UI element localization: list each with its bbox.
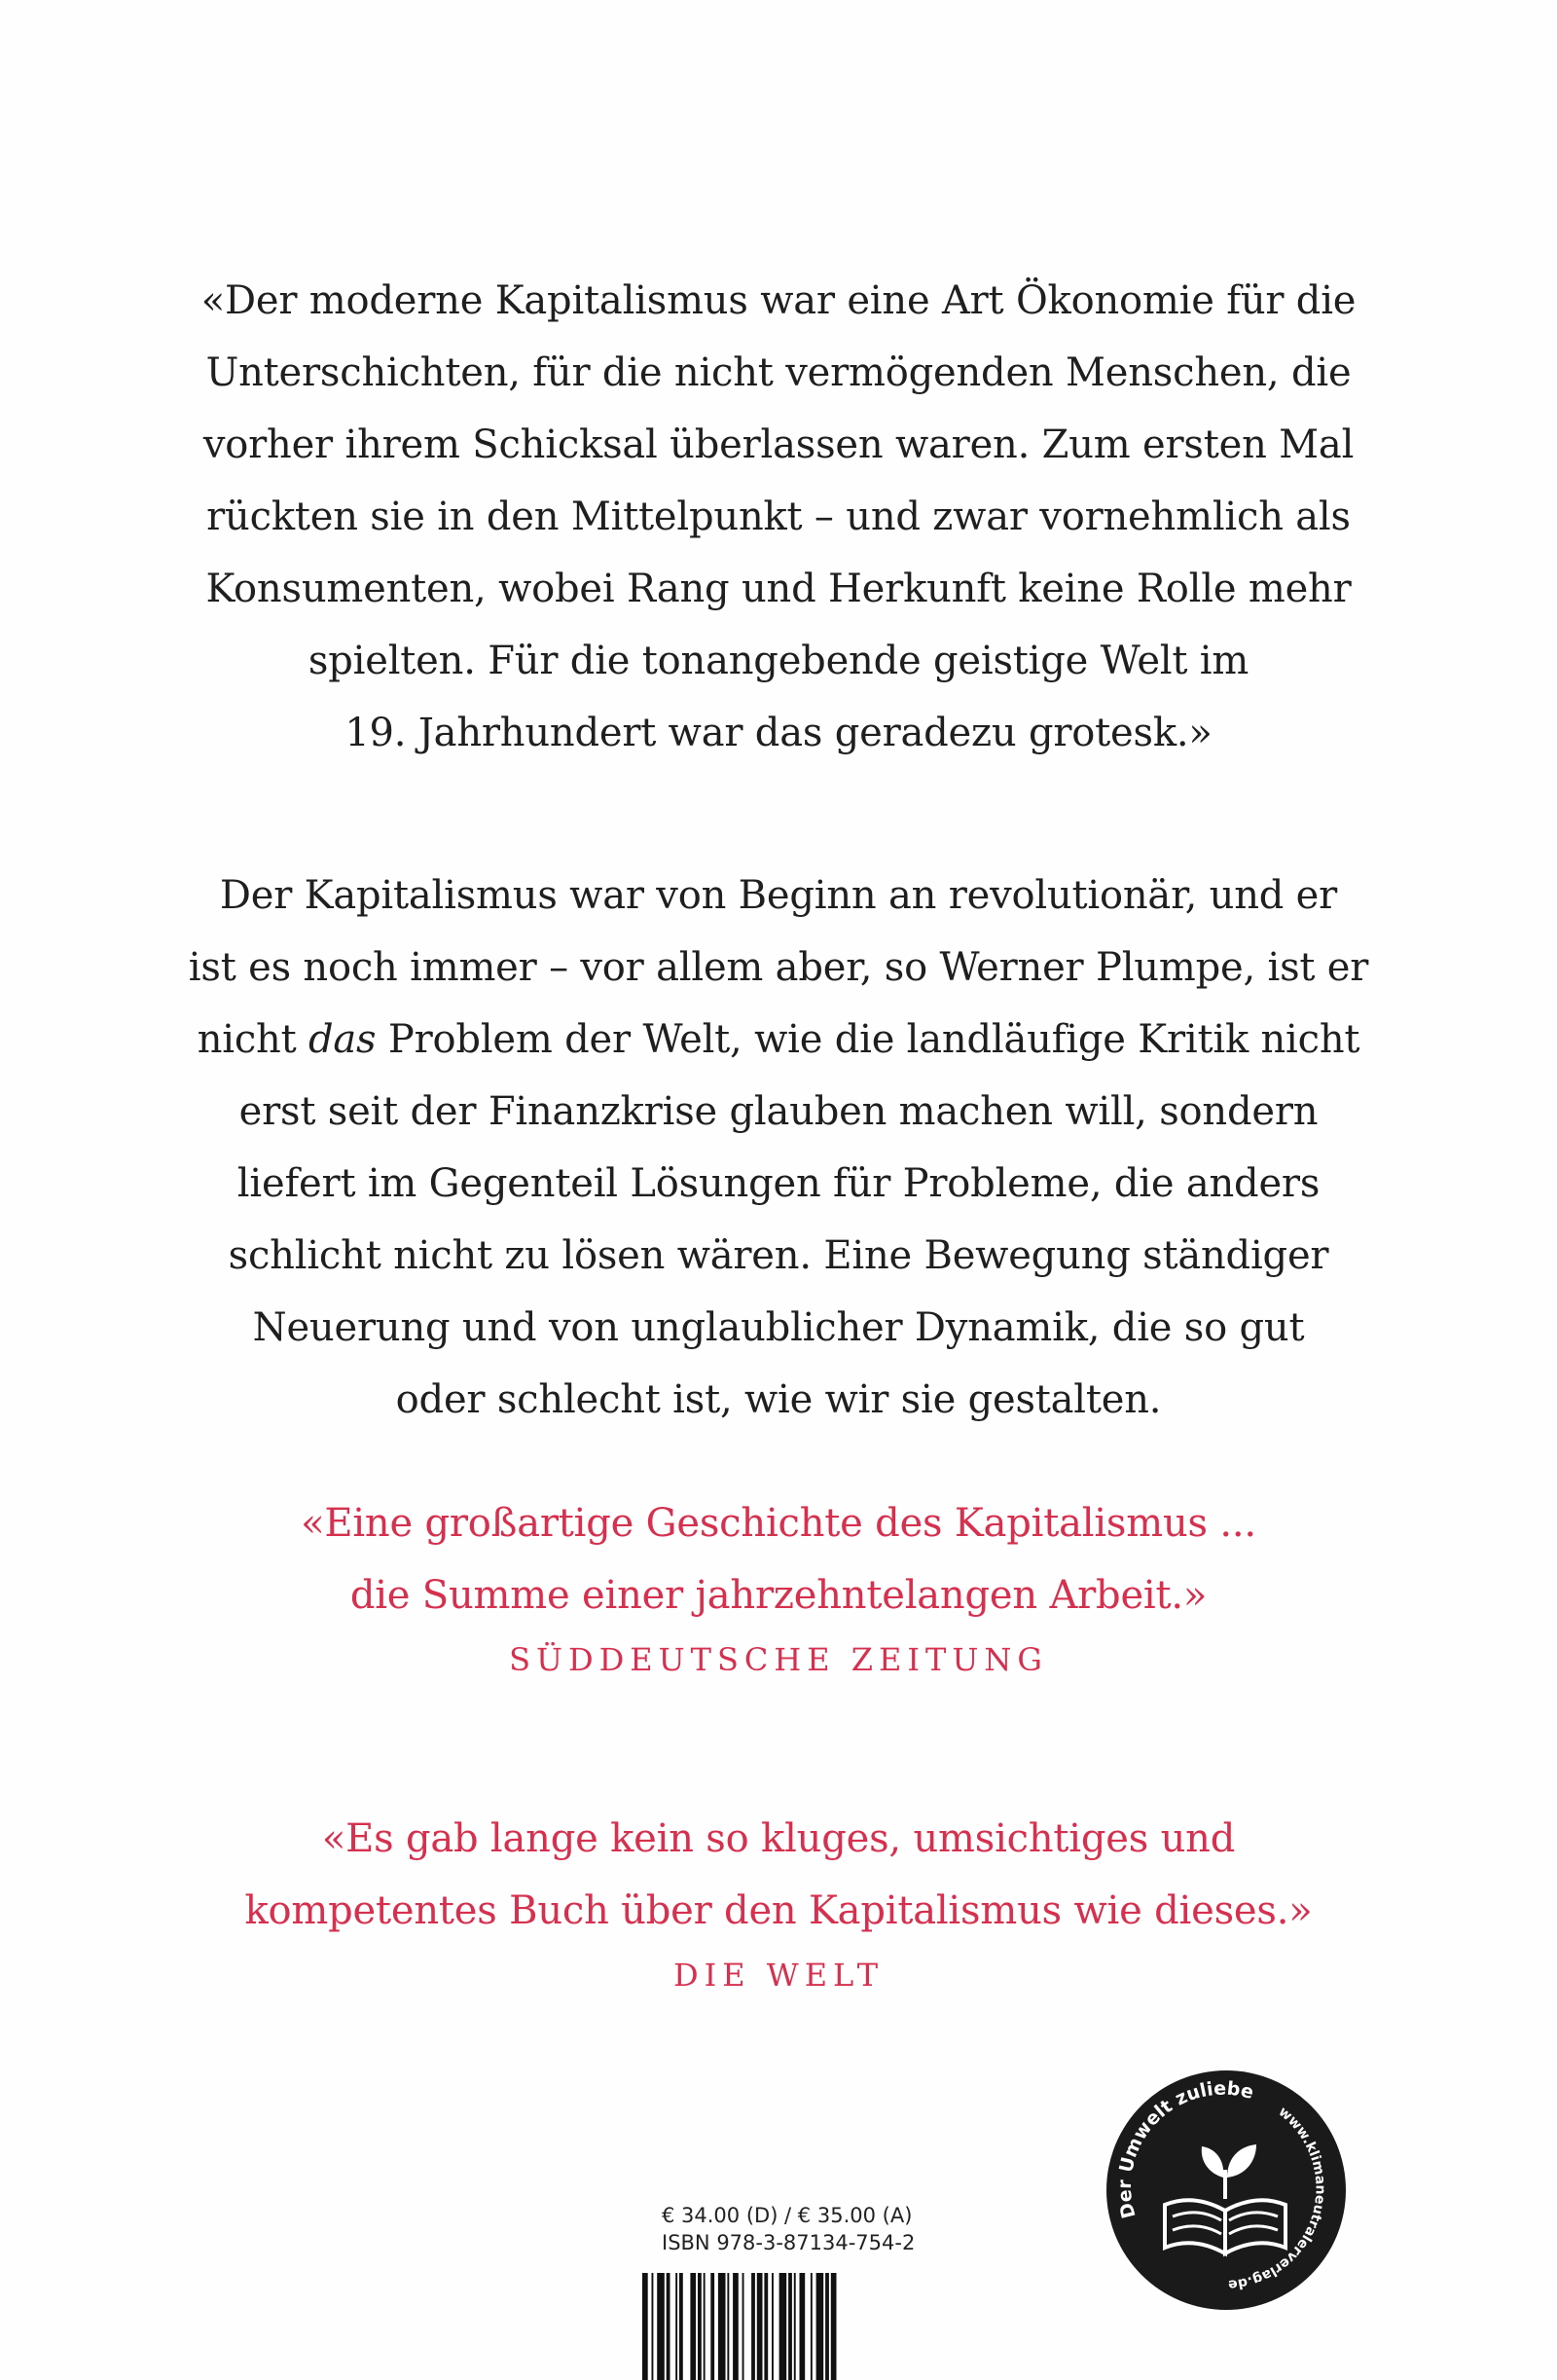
barcode-bar — [772, 2273, 774, 2380]
quote-line: spielten. Für die tonangebende geistige Welt im — [308, 639, 1249, 683]
barcode-bar — [742, 2273, 744, 2380]
quote-line: 19. Jahrhundert war das geradezu grotesk.» — [344, 711, 1213, 755]
review-sueddeutsche — [0, 1487, 1557, 1688]
opening-quote — [0, 265, 1557, 769]
description-line: ist es noch immer – vor allem aber, so Werner Plumpe, ist er — [188, 945, 1369, 990]
description-text — [0, 860, 1557, 1436]
barcode-bar — [800, 2273, 806, 2380]
barcode-bar — [704, 2273, 706, 2380]
description-line — [0, 1004, 1557, 1076]
barcode-bar — [679, 2273, 683, 2380]
description-line: Der Kapitalismus war von Beginn an revolutionär, und er — [219, 873, 1338, 918]
quote-line: Konsumenten, wobei Rang und Herkunft keine Rolle mehr — [205, 567, 1352, 611]
climate-neutral-badge — [1104, 2069, 1348, 2312]
barcode-bar — [788, 2273, 792, 2380]
quote-line: Unterschichten, für die nicht vermögenden Menschen, die — [205, 350, 1352, 395]
barcode-bar — [831, 2273, 837, 2380]
description-line-post: Problem der Welt, wie die landläufige Kritik nicht — [376, 1017, 1360, 1062]
description-line: Neuerung und von unglaublicher Dynamik, die so gut — [252, 1305, 1305, 1350]
badge-text-side: www.klimaneutralerverlag.de — [1227, 2104, 1328, 2293]
barcode-bar — [764, 2273, 768, 2380]
emphasis-das: das — [308, 1017, 377, 1062]
barcode — [640, 2273, 942, 2380]
barcode-bar — [675, 2273, 677, 2380]
barcode-bar — [710, 2273, 714, 2380]
description-line: liefert im Gegenteil Lösungen für Probleme, die anders — [236, 1161, 1321, 1206]
price-info — [662, 2202, 915, 2256]
review-line: kompetentes Buch über den Kapitalismus wie dieses.» — [244, 1888, 1313, 1933]
barcode-bar — [811, 2273, 813, 2380]
barcode-bar — [698, 2273, 702, 2380]
description-line: schlicht nicht zu lösen wären. Eine Bewegung ständiger — [228, 1233, 1329, 1278]
quote-line: vorher ihrem Schicksal überlassen waren. Zum ersten Mal — [202, 422, 1355, 467]
review-source: DIE WELT — [672, 1957, 885, 1994]
badge-text-top: Der Umwelt zuliebe — [1113, 2077, 1256, 2221]
review-die-welt — [0, 1803, 1557, 2003]
review-line: «Es gab lange kein so kluges, umsichtiges und — [321, 1816, 1236, 1861]
barcode-bar — [794, 2273, 796, 2380]
barcode-bar — [816, 2273, 824, 2380]
review-source: SÜDDEUTSCHE ZEITUNG — [509, 1641, 1048, 1678]
quote-line: rückten sie in den Mittelpunkt – und zwar vornehmlich als — [206, 494, 1351, 539]
description-line: erst seit der Finanzkrise glauben machen will, sondern — [238, 1089, 1319, 1134]
quote-line: «Der moderne Kapitalismus war eine Art Ökonomie für die — [200, 278, 1357, 323]
isbn-line: ISBN 978-3-87134-754-2 — [662, 2231, 916, 2254]
description-line-pre: nicht — [197, 1017, 308, 1062]
barcode-bar — [642, 2273, 648, 2380]
barcode-bar — [733, 2273, 739, 2380]
barcode-bar — [727, 2273, 729, 2380]
price-line: € 34.00 (D) / € 35.00 (A) — [662, 2204, 913, 2227]
review-line: «Eine großartige Geschichte des Kapitalismus ... — [301, 1501, 1256, 1546]
barcode-bar — [652, 2273, 654, 2380]
barcode-bar — [667, 2273, 670, 2380]
barcode-bar — [718, 2273, 726, 2380]
barcode-bar — [779, 2273, 787, 2380]
barcode-bar — [690, 2273, 696, 2380]
barcode-bar — [657, 2273, 665, 2380]
description-line: oder schlecht ist, wie wir sie gestalten. — [395, 1377, 1162, 1422]
barcode-bar — [825, 2273, 829, 2380]
review-line: die Summe einer jahrzehntelangen Arbeit.» — [349, 1573, 1208, 1618]
barcode-bar — [757, 2273, 763, 2380]
barcode-bar — [751, 2273, 755, 2380]
